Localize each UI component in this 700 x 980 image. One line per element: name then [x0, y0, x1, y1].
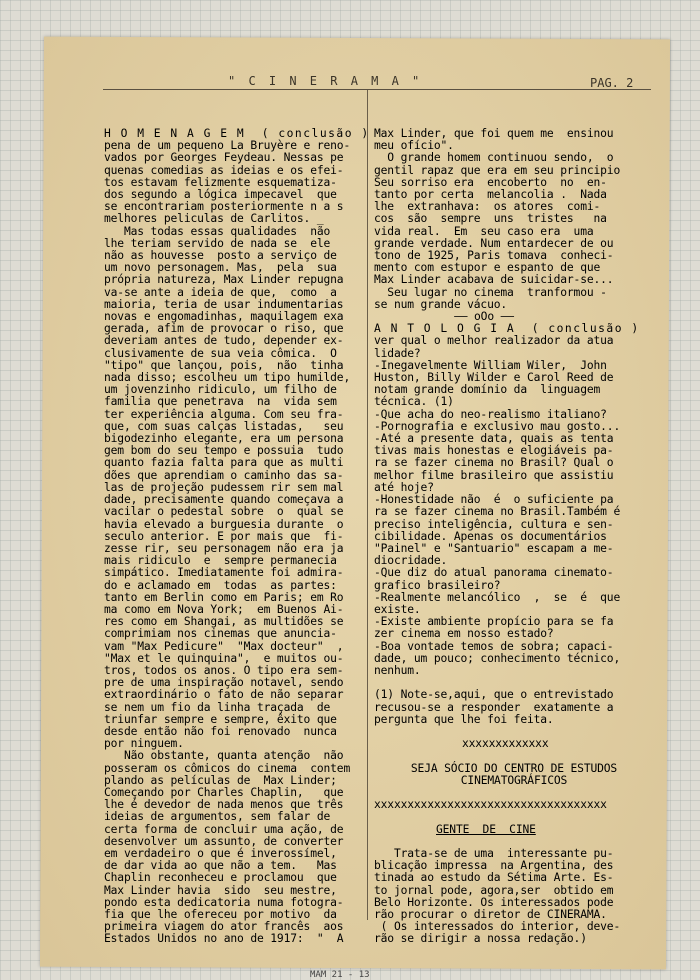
text-line: fia que lhe ofereceu por motivo da [104, 908, 337, 921]
antologia-heading: A N T O L O G I A ( conclusão ) [374, 322, 640, 336]
text-line: "Painel" e "Santuario" escapam a me- [374, 541, 614, 555]
text-line: um novo personagem. Mas, pela sua [104, 261, 337, 275]
gente-de-cine-article [374, 848, 654, 946]
text-line: rão procurar o diretor de CINERAMA. [374, 907, 607, 921]
text-line: em verdadeiro o que é inverossímel, [104, 846, 337, 860]
footnote-line: recusou-se a responder exatamente a [374, 700, 614, 714]
text-line: ideias de argumentos, sem falar de [104, 810, 331, 824]
text-line: simpático. Imediatamente foi admira- [104, 566, 344, 580]
text-line: preciso inteligência, cultura e sen- [374, 517, 614, 531]
text-line: tivas mais honestas e elogiáveis pa- [374, 444, 614, 458]
text-line: novas e engomadinhas, maquilagem exa [104, 310, 344, 324]
text-line: Começando por Charles Chaplin, que [104, 785, 344, 799]
footnote-line: (1) Note-se,aqui, que o entrevistado [374, 688, 614, 702]
text-line: se num grande vácuo. [374, 297, 508, 311]
text-line: tros, todos os anos. O tipo era sem- [104, 663, 344, 677]
text-line: ra se fazer cinema no Brasil? Qual o [374, 456, 614, 470]
text-line: vam "Max Pedicure" "Max docteur" , [104, 639, 344, 653]
header-rule [103, 89, 651, 90]
text-line: -Realmente melancólico , se é que [374, 590, 621, 604]
text-line: to jornal pode, agora,ser obtido em [374, 883, 614, 897]
text-line: "Max et le quinquina", e muitos ou- [104, 651, 344, 665]
text-line: gentil rapaz que era em seu principio [374, 163, 621, 177]
text-line: de dar vida ao que não a tem. Mas [104, 859, 337, 873]
text-line: lidade? [374, 346, 421, 360]
text-line: tanto em Berlin como em Paris; em Ro [104, 590, 344, 604]
text-line: lhe é devedor de nada menos que três [104, 798, 344, 812]
text-line: triunfar sempre e sempre, êxito que [104, 712, 337, 726]
text-line: Seu sorriso era encoberto no en- [374, 175, 607, 189]
text-line: cos são sempre uns tristes na [374, 212, 607, 226]
text-line: las de projeção pudessem rir sem mal [104, 480, 344, 494]
text-line: melhores peliculas de Carlitos. _ [104, 212, 324, 226]
homenagem-article-continuation [374, 128, 654, 311]
text-line: técnica. (1) [374, 395, 454, 409]
text-line: -Honestidade não é o suficiente pa [374, 493, 614, 507]
text-line: clusivamente de sua veia cômica. O [104, 346, 337, 360]
text-line: extraordinário o fato de não separar [104, 688, 344, 702]
antologia-interview [374, 335, 654, 677]
text-line: -Que acha do neo-realismo italiano? [374, 407, 607, 421]
text-line: maioria, teria de usar indumentarias [104, 297, 344, 311]
text-line: vida real. Em seu caso era uma [374, 224, 594, 238]
text-line: por ninguem. [104, 737, 184, 751]
text-line: Huston, Billy Wilder e Carol Reed de [374, 371, 614, 385]
text-line: nenhum. [374, 663, 421, 677]
text-line: não as houvesse posto a serviço de [104, 249, 337, 263]
text-line: blicação impressa na Argentina, des [374, 859, 614, 873]
text-line: até hoje? [374, 480, 434, 494]
text-line: res como em Shangai, as multidões se [104, 615, 344, 629]
footnote-line: pergunta que lhe foi feita. [374, 712, 554, 726]
text-line: pondo esta dedicatoria numa fotogra- [104, 895, 344, 909]
section-separator: —— oOo —— [454, 310, 514, 324]
text-line: Trata-se de uma interessante pu- [374, 846, 614, 860]
text-line: quanto fazia falta para que as multi [104, 456, 344, 470]
text-line: O grande homem continuou sendo, o [374, 151, 614, 165]
text-line: deveriam antes de tudo, depender ex- [104, 334, 344, 348]
text-line: va-se ante a ideia de que, como a [104, 285, 337, 299]
text-line: -Pornografia e exclusivo mau gosto... [374, 419, 621, 433]
text-line: cibilidade. Apenas os documentários [374, 529, 607, 543]
text-line: desde então não foi renovado nunca [104, 724, 337, 738]
text-line: familia que penetrava na vida sem [104, 395, 337, 409]
text-line: grafico brasileiro? [374, 578, 501, 592]
membership-callout-line-2: CINEMATOGRÁFICOS [460, 773, 568, 787]
text-line: Estados Unidos no ano de 1917: " A [104, 932, 344, 946]
text-line: Chaplin reconheceu e proclamou que [104, 871, 337, 885]
gente-de-cine-heading: GENTE DE CINE [436, 822, 536, 836]
text-line: -Inegavelmente William Wiler, John [374, 358, 607, 372]
right-column [374, 128, 654, 946]
text-line: zer cinema em nosso estado? [374, 627, 554, 641]
text-line: se encontrariam posteriormente n a s [104, 200, 344, 214]
text-line: pena de um pequeno La Bruyère e reno- [104, 139, 351, 153]
text-line: grande verdade. Num entardecer de ou [374, 236, 614, 250]
text-line: desenvolver um assunto, de converter [104, 834, 344, 848]
text-line: meu ofício". [374, 139, 454, 153]
homenagem-article [104, 140, 366, 945]
text-line: tos estavam felizmente esquematiza- [104, 175, 337, 189]
text-line: dos segundo a lógica impecavel que [104, 188, 337, 202]
text-line: dade, um pouco; conhecimento técnico, [374, 651, 621, 665]
text-line: zesse rir, seu personagem não era ja [104, 541, 344, 555]
text-line: que, com suas calças listadas, seu [104, 419, 344, 433]
text-line: seculo anterior. E por mais que fi- [104, 529, 344, 543]
column-divider [367, 90, 368, 920]
text-line: do e aclamado em todas as partes: [104, 578, 337, 592]
text-line: ter experiência alguma. Com seu fra- [104, 407, 344, 421]
text-line: lhe extranhava: os atores comi- [374, 200, 601, 214]
text-line: mento com estupor e espanto de que [374, 261, 601, 275]
text-line: tono de 1925, Paris tomava conheci- [374, 249, 614, 263]
text-line: rão se dirigir a nossa redação.) [374, 932, 587, 946]
text-line: Seu lugar no cinema tranformou - [374, 285, 607, 299]
newsletter-title: " C I N E R A M A " [228, 74, 423, 88]
text-line: se nem um fio da linha traçada de [104, 700, 331, 714]
text-line: pre de uma inspiração notavel, sendo [104, 676, 344, 690]
text-line: vados por Georges Feydeau. Nessas pe [104, 151, 344, 165]
text-line: -Existe ambiente propício para se fa [374, 615, 614, 629]
text-line: "tipo" que lançou, pois, não tinha [104, 358, 344, 372]
text-line: gerada, afim de provocar o riso, que [104, 322, 344, 336]
text-line: quenas comedias as ideias e os efei- [104, 163, 344, 177]
text-line: tanto por certa melancolia . Nada [374, 188, 607, 202]
text-line: Max Linder havia sido seu mestre, [104, 883, 337, 897]
text-line: ma como em Nova York; em Buenos Ai- [104, 602, 344, 616]
text-line: certa forma de concluir uma ação, de [104, 822, 344, 836]
text-line: dade, precisamente quando começava a [104, 493, 344, 507]
left-column [104, 127, 370, 946]
text-line: primeira viagem do ator francês aos [104, 920, 344, 934]
text-line: -Boa vontade temos de sobra; capaci- [374, 639, 614, 653]
text-line: mais ridiculo e sempre permanecia [104, 554, 337, 568]
x-rule-short: xxxxxxxxxxxxx [462, 737, 549, 751]
text-line: existe. [374, 602, 421, 616]
text-line: diocridade. [374, 554, 448, 568]
page-number: PAG. 2 [590, 76, 634, 90]
text-line: melhor filme brasileiro que assistiu [374, 468, 614, 482]
text-line: Belo Horizonte. Os interessados pode [374, 895, 614, 909]
text-line: plando as películas de Max Linder; [104, 773, 337, 787]
text-line: nada disso; escolheu um tipo humilde, [104, 371, 351, 385]
text-line: havia elevado a burguesia durante o [104, 517, 344, 531]
text-line: Mas todas essas qualidades não [104, 224, 331, 238]
homenagem-heading: H O M E N A G E M ( conclusão ) [104, 127, 370, 140]
text-line: -Que diz do atual panorama cinemato- [374, 566, 614, 580]
text-line: Max Linder acabava de suicidar-se... [374, 273, 614, 287]
text-line: gem bom do seu tempo e possuia tudo [104, 444, 344, 458]
text-line: Não obstante, quanta atenção não [104, 749, 344, 763]
membership-callout-line-1: SEJA SÓCIO DO CENTRO DE ESTUDOS [410, 761, 618, 775]
text-line: um jovenzinho ridiculo, um filho de [104, 383, 337, 397]
x-rule-long: xxxxxxxxxxxxxxxxxxxxxxxxxxxxxxxxxxx [374, 798, 607, 812]
text-line: Max Linder, que foi quem me ensinou [374, 127, 614, 140]
text-line: comprimiam nos cinemas que anuncia- [104, 627, 337, 641]
archive-label: MAM 21 - 13 [310, 970, 370, 980]
text-line: própria natureza, Max Linder repugna [104, 273, 344, 287]
text-line: -Até a presente data, quais as tenta [374, 432, 614, 446]
text-line: bigodezinho elegante, era um persona [104, 432, 344, 446]
text-line: ( Os interessados do interior, deve- [374, 920, 621, 934]
text-line: notam grande domínio da linguagem [374, 383, 601, 397]
text-line: lhe teriam servido de nada se ele [104, 236, 331, 250]
footnote [374, 689, 654, 726]
text-line: vacilar o pedestal sobre o qual se [104, 505, 344, 519]
text-line: dões que aprendiam o caminho das sa- [104, 468, 344, 482]
text-line: ver qual o melhor realizador da atua [374, 334, 614, 348]
text-line: tinada ao estudo da Sétima Arte. Es- [374, 871, 614, 885]
text-line: ra se fazer cinema no Brasil.Também é [374, 505, 621, 519]
text-line: posseram os cômicos do cinema contem [104, 761, 351, 775]
